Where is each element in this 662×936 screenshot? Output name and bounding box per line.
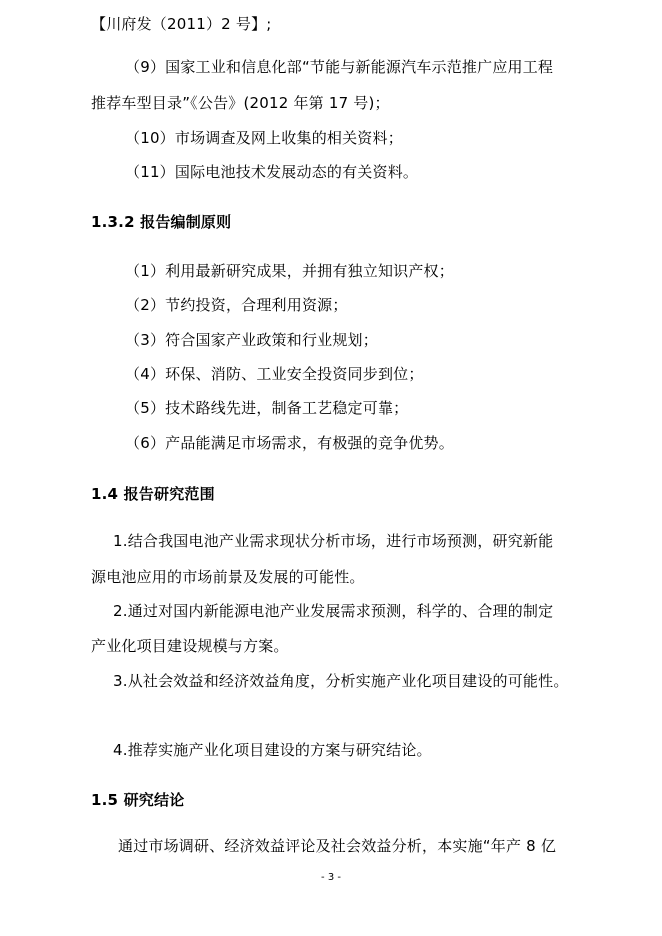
section-heading-1-5: 1.5 研究结论 <box>91 791 185 809</box>
page-number: - 3 - <box>321 872 341 883</box>
reference-item-9: （9）国家工业和信息化部“节能与新能源汽车示范推广应用工程 <box>125 58 554 76</box>
principle-item: （6）产品能满足市场需求，有极强的竞争优势。 <box>125 434 454 452</box>
scope-paragraph-3: 3.从社会效益和经济效益角度，分析实施产业化项目建设的可能性。 <box>113 672 569 690</box>
reference-item-10: （10）市场调查及网上收集的相关资料； <box>125 129 403 147</box>
principle-item: （4）环保、消防、工业安全投资同步到位； <box>125 365 424 383</box>
section-heading-1-4: 1.4 报告研究范围 <box>91 485 215 503</box>
reference-item-9-continued: 推荐车型目录”《公告》(2012 年第 17 号)； <box>91 94 390 112</box>
principle-item: （1）利用最新研究成果，并拥有独立知识产权； <box>125 262 454 280</box>
reference-line: 【川府发（2011）2 号】; <box>91 15 272 33</box>
scope-paragraph-2-continued: 产业化项目建设规模与方案。 <box>91 637 289 655</box>
reference-item-11: （11）国际电池技术发展动态的有关资料。 <box>125 163 419 181</box>
principle-item: （2）节约投资，合理利用资源； <box>125 296 348 314</box>
principle-item: （5）技术路线先进，制备工艺稳定可靠； <box>125 399 409 417</box>
scope-paragraph-1-continued: 源电池应用的市场前景及发展的可能性。 <box>91 568 365 586</box>
scope-paragraph-4: 4.推荐实施产业化项目建设的方案与研究结论。 <box>113 741 432 759</box>
principle-item: （3）符合国家产业政策和行业规划； <box>125 331 378 349</box>
scope-paragraph-1: 1.结合我国电池产业需求现状分析市场，进行市场预测，研究新能 <box>113 532 554 550</box>
section-heading-1-3-2: 1.3.2 报告编制原则 <box>91 213 232 231</box>
conclusion-paragraph: 通过市场调研、经济效益评论及社会效益分析，本实施“年产 8 亿 <box>118 837 557 855</box>
scope-paragraph-2: 2.通过对国内新能源电池产业发展需求预测，科学的、合理的制定 <box>113 602 554 620</box>
